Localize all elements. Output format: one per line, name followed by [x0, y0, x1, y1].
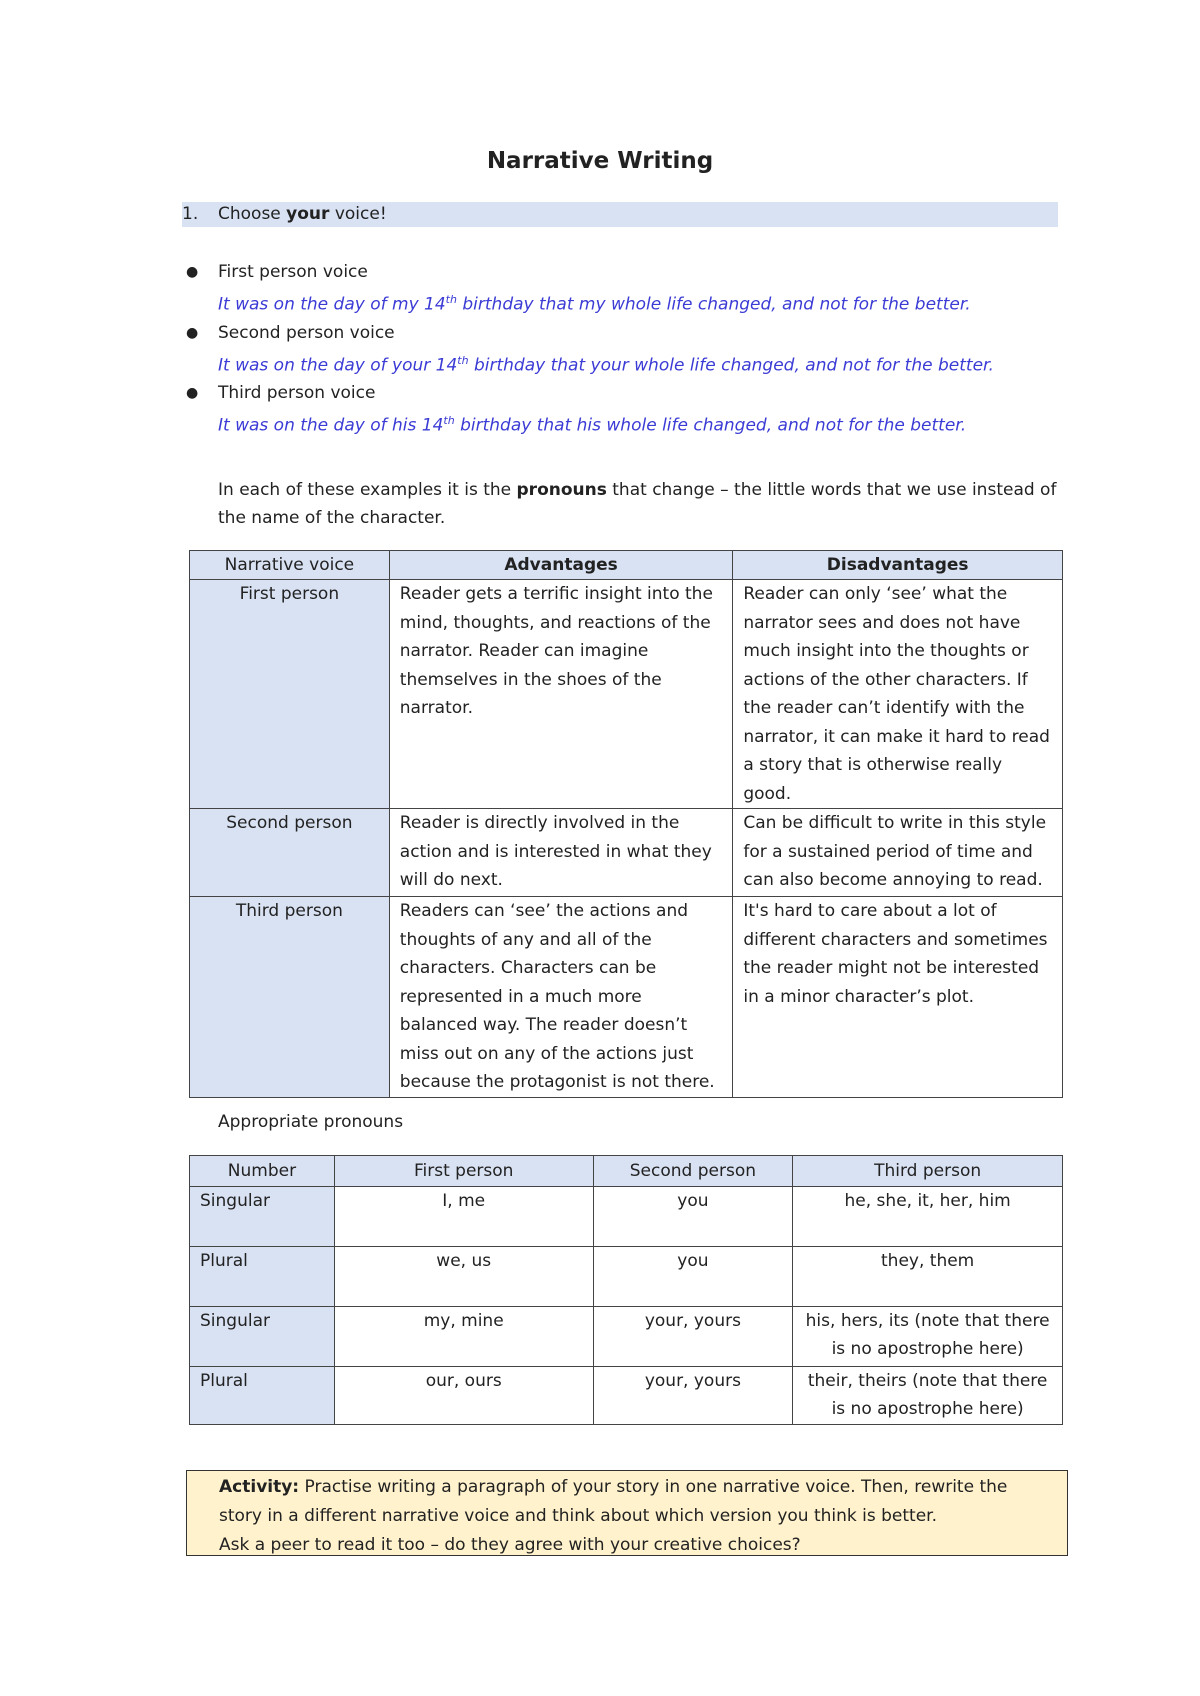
pronoun-cell: I, me	[334, 1187, 593, 1247]
voice-label: First person voice	[218, 262, 368, 282]
section-heading-post: voice!	[329, 204, 387, 224]
activity-text: Ask a peer to read it too – do they agree with your creative choices?	[219, 1535, 801, 1555]
pronoun-cell: your, yours	[593, 1307, 793, 1367]
voice-cell: First person	[190, 580, 390, 809]
pronoun-cell: you	[593, 1247, 793, 1307]
pronoun-cell: he, she, it, her, him	[793, 1187, 1063, 1247]
number-cell: Singular	[190, 1307, 335, 1367]
table-header-row	[190, 551, 1063, 580]
table-row	[190, 897, 1063, 1098]
pronoun-cell: they, them	[793, 1247, 1063, 1307]
appropriate-pronouns-label: Appropriate pronouns	[218, 1112, 404, 1132]
example-text: birthday that his whole life changed, and not for the better.	[454, 415, 967, 436]
example-text: It was on the day of your 14	[218, 355, 458, 376]
para-bold: pronouns	[516, 480, 607, 500]
page-title: Narrative Writing	[486, 148, 714, 174]
header-narrative-voice: Narrative voice	[190, 551, 390, 580]
header-advantages: Advantages	[389, 551, 733, 580]
table-row	[190, 1307, 1063, 1367]
table-header-row	[190, 1156, 1063, 1187]
voice-label: Third person voice	[218, 383, 376, 404]
list-item	[182, 379, 1082, 440]
narrative-voice-table	[189, 550, 1063, 1098]
example-text: birthday that your whole life changed, and not for the better.	[468, 355, 994, 376]
activity-text: Practise writing a paragraph of your story in one narrative voice. Then, rewrite the story in a different narrative voice and think about which version you think is better.	[219, 1477, 1008, 1526]
voice-list	[182, 258, 1082, 440]
bullet-icon: ●	[186, 324, 199, 341]
para-text: that change – the little words that we use instead of the name of the character.	[218, 480, 1057, 528]
section-heading	[182, 202, 1058, 227]
disadvantages-cell: It's hard to care about a lot of different characters and sometimes the reader might not be interested in a minor character’s plot.	[733, 897, 1063, 1098]
section-heading-bold: your	[286, 204, 330, 224]
header-number: Number	[190, 1156, 335, 1187]
bullet-icon: ●	[186, 264, 199, 280]
voice-cell: Second person	[190, 809, 390, 897]
header-second-person: Second person	[593, 1156, 793, 1187]
voice-example	[218, 407, 1082, 440]
pronoun-cell: his, hers, its (note that there is no apostrophe here)	[793, 1307, 1063, 1367]
header-disadvantages: Disadvantages	[733, 551, 1063, 580]
section-heading-pre: Choose	[218, 204, 287, 224]
table-row	[190, 580, 1063, 809]
voice-example	[218, 286, 1082, 319]
voice-label: Second person voice	[218, 322, 395, 343]
voice-example	[218, 347, 1082, 380]
advantages-cell: Readers can ‘see’ the actions and thoughts of any and all of the characters. Characters can be represented in a much more balanced way. The reader doesn’t miss out on any of the actions just because the protagonist is not there.	[389, 897, 733, 1098]
disadvantages-cell: Reader can only ‘see’ what the narrator sees and does not have much insight into the thoughts or actions of the other characters. If the reader can’t identify with the narrator, it can make it hard to read a story that is otherwise really good.	[733, 580, 1063, 809]
advantages-cell: Reader gets a terrific insight into the mind, thoughts, and reactions of the narrator. Reader can imagine themselves in the shoes of the narrator.	[389, 580, 733, 809]
pronoun-cell: our, ours	[334, 1367, 593, 1425]
example-sup: th	[445, 293, 457, 306]
section-number: 1.	[182, 204, 199, 224]
number-cell: Plural	[190, 1367, 335, 1425]
number-cell: Singular	[190, 1187, 335, 1247]
pronoun-cell: you	[593, 1187, 793, 1247]
example-sup: th	[457, 353, 469, 367]
list-item	[182, 319, 1082, 380]
list-item	[182, 258, 1082, 319]
voice-cell: Third person	[190, 897, 390, 1098]
pronoun-cell: their, theirs (note that there is no apostrophe here)	[793, 1367, 1063, 1425]
number-cell: Plural	[190, 1247, 335, 1307]
activity-label: Activity:	[219, 1477, 300, 1497]
para-text: In each of these examples it is the	[218, 480, 517, 500]
advantages-cell: Reader is directly involved in the action and is interested in what they will do next.	[389, 809, 733, 897]
table-row	[190, 1367, 1063, 1425]
disadvantages-cell: Can be difficult to write in this style for a sustained period of time and can also become annoying to read.	[733, 809, 1063, 897]
header-first-person: First person	[334, 1156, 593, 1187]
example-text: It was on the day of my 14	[218, 294, 446, 315]
pronoun-table	[189, 1155, 1063, 1425]
bullet-icon: ●	[186, 385, 199, 402]
header-third-person: Third person	[793, 1156, 1063, 1187]
example-sup: th	[443, 414, 455, 428]
pronoun-paragraph	[218, 476, 1068, 532]
activity-box	[186, 1470, 1068, 1556]
example-text: birthday that my whole life changed, and not for the better.	[456, 294, 971, 315]
example-text: It was on the day of his 14	[218, 415, 444, 436]
pronoun-cell: my, mine	[334, 1307, 593, 1367]
pronoun-cell: we, us	[334, 1247, 593, 1307]
table-row	[190, 809, 1063, 897]
table-row	[190, 1187, 1063, 1247]
pronoun-cell: your, yours	[593, 1367, 793, 1425]
table-row	[190, 1247, 1063, 1307]
